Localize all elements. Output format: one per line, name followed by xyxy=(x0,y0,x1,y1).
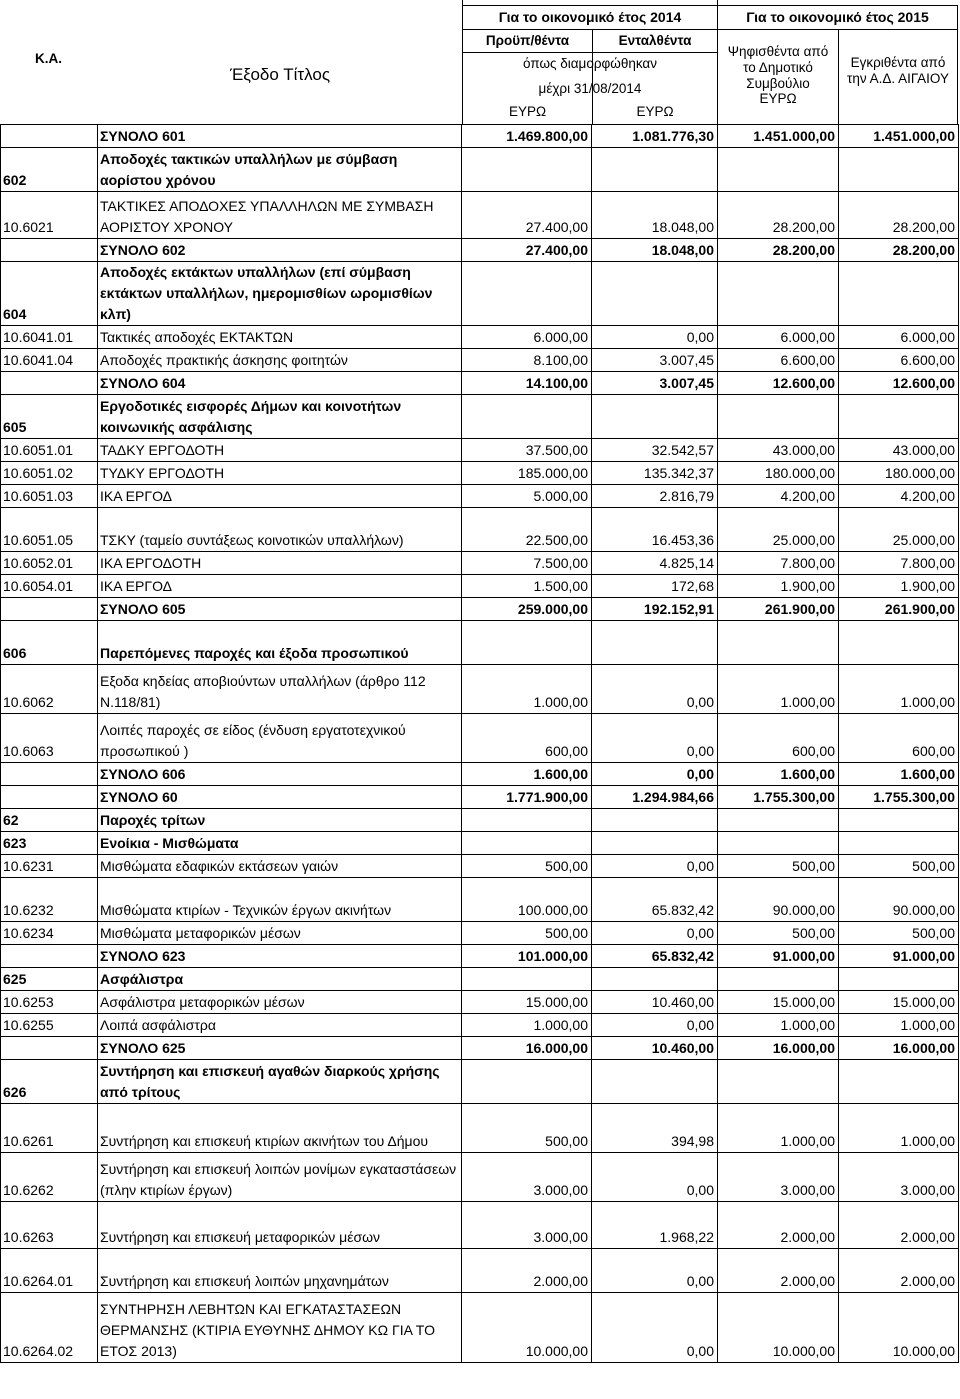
cell-approved xyxy=(839,262,959,326)
cell-approved: 600,00 xyxy=(839,714,959,763)
table-row xyxy=(1,1104,959,1153)
cell-code: 10.6051.03 xyxy=(1,485,98,508)
cell-certified xyxy=(592,968,718,991)
cell-certified: 2.816,79 xyxy=(592,485,718,508)
cell-budget: 16.000,00 xyxy=(462,1037,592,1060)
cell-voted: 500,00 xyxy=(718,922,839,945)
cell-approved: 1.600,00 xyxy=(839,763,959,786)
cell-approved xyxy=(839,809,959,832)
cell-voted: 600,00 xyxy=(718,714,839,763)
cell-certified xyxy=(592,832,718,855)
cell-budget: 22.500,00 xyxy=(462,508,592,552)
cell-description: Λοιπές παροχές σε είδος (ένδυση εργατοτεχνικού προσωπικού ) xyxy=(98,714,462,763)
cell-certified xyxy=(592,262,718,326)
cell-certified xyxy=(592,148,718,192)
cell-certified: 0,00 xyxy=(592,326,718,349)
cell-budget: 500,00 xyxy=(462,855,592,878)
cell-voted: 3.000,00 xyxy=(718,1153,839,1202)
group-row xyxy=(1,809,959,832)
cell-certified: 0,00 xyxy=(592,714,718,763)
cell-certified: 1.294.984,66 xyxy=(592,786,718,809)
table-row xyxy=(1,349,959,372)
cell-budget: 1.469.800,00 xyxy=(462,125,592,148)
table-row xyxy=(1,1202,959,1249)
cell-budget: 1.600,00 xyxy=(462,763,592,786)
cell-code: 10.6062 xyxy=(1,665,98,714)
cell-code: 10.6264.02 xyxy=(1,1293,98,1363)
cell-description: Μισθώματα μεταφορικών μέσων xyxy=(98,922,462,945)
cell-code: 10.6051.01 xyxy=(1,439,98,462)
header-approved xyxy=(839,50,957,92)
cell-voted: 43.000,00 xyxy=(718,439,839,462)
cell-voted xyxy=(718,832,839,855)
cell-budget: 100.000,00 xyxy=(462,878,592,922)
cell-code: 10.6041.04 xyxy=(1,349,98,372)
cell-code: 623 xyxy=(1,832,98,855)
cell-description: Ασφάλιστρα xyxy=(98,968,462,991)
cell-certified xyxy=(592,621,718,665)
cell-approved: 4.200,00 xyxy=(839,485,959,508)
cell-code xyxy=(1,598,98,621)
cell-description: ΣΥΝΟΛΟ 601 xyxy=(98,125,462,148)
cell-voted: 10.000,00 xyxy=(718,1293,839,1363)
cell-approved: 91.000,00 xyxy=(839,945,959,968)
cell-voted: 2.000,00 xyxy=(718,1249,839,1293)
cell-voted: 1.451.000,00 xyxy=(718,125,839,148)
cell-budget: 6.000,00 xyxy=(462,326,592,349)
cell-description: Αποδοχές πρακτικής άσκησης φοιτητών xyxy=(98,349,462,372)
table-row xyxy=(1,1153,959,1202)
cell-description: Συντήρηση και επισκευή λοιπών μονίμων εγκαταστάσεων (πλην κτιρίων έργων) xyxy=(98,1153,462,1202)
table-row xyxy=(1,552,959,575)
cell-voted: 28.200,00 xyxy=(718,239,839,262)
cell-description: ΙΚΑ ΕΡΓΟΔΟΤΗ xyxy=(98,552,462,575)
cell-budget xyxy=(462,621,592,665)
total-row xyxy=(1,1037,959,1060)
cell-budget: 15.000,00 xyxy=(462,991,592,1014)
cell-voted: 4.200,00 xyxy=(718,485,839,508)
cell-code: 10.6041.01 xyxy=(1,326,98,349)
total-row xyxy=(1,598,959,621)
cell-description: Συντήρηση και επισκευή μεταφορικών μέσων xyxy=(98,1202,462,1249)
cell-budget: 1.500,00 xyxy=(462,575,592,598)
cell-code: 602 xyxy=(1,148,98,192)
table-row xyxy=(1,714,959,763)
cell-code: 10.6253 xyxy=(1,991,98,1014)
cell-approved: 1.900,00 xyxy=(839,575,959,598)
cell-description: Συντήρηση και επισκευή αγαθών διαρκούς χρήσης από τρίτους xyxy=(98,1060,462,1104)
cell-description: Μισθώματα εδαφικών εκτάσεων γαιών xyxy=(98,855,462,878)
group-row xyxy=(1,262,959,326)
cell-description: ΣΥΝΟΛΟ 605 xyxy=(98,598,462,621)
cell-approved xyxy=(839,621,959,665)
cell-code: 10.6063 xyxy=(1,714,98,763)
cell-budget: 259.000,00 xyxy=(462,598,592,621)
cell-approved: 180.000,00 xyxy=(839,462,959,485)
cell-code xyxy=(1,372,98,395)
table-row xyxy=(1,878,959,922)
budget-table-body xyxy=(1,125,959,1363)
cell-description: Αποδοχές τακτικών υπαλλήλων με σύμβαση αορίστου χρόνου xyxy=(98,148,462,192)
group-row xyxy=(1,148,959,192)
cell-voted: 90.000,00 xyxy=(718,878,839,922)
total-row xyxy=(1,786,959,809)
cell-certified: 172,68 xyxy=(592,575,718,598)
cell-code: 606 xyxy=(1,621,98,665)
cell-certified xyxy=(592,809,718,832)
header-voted xyxy=(718,38,838,113)
header-approved-line2: την Α.Δ. ΑΙΓΑΙΟΥ xyxy=(847,71,949,86)
cell-certified: 135.342,37 xyxy=(592,462,718,485)
cell-code: 10.6232 xyxy=(1,878,98,922)
table-row xyxy=(1,922,959,945)
cell-approved: 25.000,00 xyxy=(839,508,959,552)
cell-budget xyxy=(462,148,592,192)
cell-description: ΣΥΝΟΛΟ 606 xyxy=(98,763,462,786)
cell-description: ΣΥΝΤΗΡΗΣΗ ΛΕΒΗΤΩΝ ΚΑΙ ΕΓΚΑΤΑΣΤΑΣΕΩΝ ΘΕΡΜΑΝΣΗΣ (ΚΤΙΡΙΑ ΕΥΘΥΝΗΣ ΔΗΜΟΥ ΚΩ ΓΙΑ ΤΟ ΕΤΟΣ 2013) xyxy=(98,1293,462,1363)
cell-approved: 500,00 xyxy=(839,855,959,878)
cell-voted: 500,00 xyxy=(718,855,839,878)
cell-description: Τακτικές αποδοχές ΕΚΤΑΚΤΩΝ xyxy=(98,326,462,349)
cell-code: 10.6231 xyxy=(1,855,98,878)
cell-certified: 0,00 xyxy=(592,665,718,714)
cell-approved: 15.000,00 xyxy=(839,991,959,1014)
cell-code: 10.6021 xyxy=(1,192,98,239)
cell-voted xyxy=(718,395,839,439)
cell-description: Εξοδα κηδείας αποβιούντων υπαλλήλων (άρθρο 112 Ν.118/81) xyxy=(98,665,462,714)
cell-budget: 27.400,00 xyxy=(462,192,592,239)
total-row xyxy=(1,763,959,786)
table-row xyxy=(1,855,959,878)
cell-certified: 10.460,00 xyxy=(592,1037,718,1060)
table-row xyxy=(1,508,959,552)
cell-budget xyxy=(462,968,592,991)
cell-certified: 18.048,00 xyxy=(592,239,718,262)
cell-budget: 500,00 xyxy=(462,1104,592,1153)
cell-budget: 101.000,00 xyxy=(462,945,592,968)
cell-budget: 8.100,00 xyxy=(462,349,592,372)
header-year-2015: Για το οικονομικό έτος 2015 xyxy=(746,9,929,26)
cell-budget: 3.000,00 xyxy=(462,1153,592,1202)
cell-approved: 500,00 xyxy=(839,922,959,945)
cell-budget: 1.000,00 xyxy=(462,1014,592,1037)
cell-budget: 14.100,00 xyxy=(462,372,592,395)
header-certified: Ενταλθέντα xyxy=(618,33,692,49)
cell-code: 10.6234 xyxy=(1,922,98,945)
table-row xyxy=(1,991,959,1014)
cell-code xyxy=(1,1037,98,1060)
cell-description: Αποδοχές εκτάκτων υπαλλήλων (επί σύμβαση εκτάκτων υπαλλήλων, ημερομισθίων ωρομισθίων κλπ) xyxy=(98,262,462,326)
cell-approved: 1.451.000,00 xyxy=(839,125,959,148)
cell-description: ΤΥΔΚΥ ΕΡΓΟΔΟΤΗ xyxy=(98,462,462,485)
table-row xyxy=(1,1293,959,1363)
cell-certified: 1.968,22 xyxy=(592,1202,718,1249)
cell-budget xyxy=(462,262,592,326)
cell-description: Ενοίκια - Μισθώματα xyxy=(98,832,462,855)
cell-certified: 0,00 xyxy=(592,922,718,945)
cell-voted xyxy=(718,809,839,832)
cell-code xyxy=(1,239,98,262)
cell-description: ΣΥΝΟΛΟ 602 xyxy=(98,239,462,262)
cell-voted: 25.000,00 xyxy=(718,508,839,552)
cell-description: Ασφάλιστρα μεταφορικών μέσων xyxy=(98,991,462,1014)
cell-budget: 500,00 xyxy=(462,922,592,945)
cell-budget: 27.400,00 xyxy=(462,239,592,262)
cell-certified: 394,98 xyxy=(592,1104,718,1153)
header-voted-line1: Ψηφισθέντα από xyxy=(727,44,829,60)
cell-voted: 1.755.300,00 xyxy=(718,786,839,809)
cell-approved: 1.755.300,00 xyxy=(839,786,959,809)
cell-approved: 2.000,00 xyxy=(839,1249,959,1293)
header-voted-line3: Συμβούλιο xyxy=(746,75,810,91)
cell-voted: 261.900,00 xyxy=(718,598,839,621)
cell-code xyxy=(1,763,98,786)
cell-certified: 192.152,91 xyxy=(592,598,718,621)
cell-certified: 65.832,42 xyxy=(592,945,718,968)
cell-voted: 15.000,00 xyxy=(718,991,839,1014)
cell-budget xyxy=(462,809,592,832)
header-approved-line1: Εγκριθέντα από xyxy=(850,55,946,71)
cell-code: 10.6051.05 xyxy=(1,508,98,552)
cell-certified: 4.825,14 xyxy=(592,552,718,575)
cell-voted xyxy=(718,148,839,192)
cell-budget xyxy=(462,832,592,855)
table-row xyxy=(1,192,959,239)
header-budget-unit: ΕΥΡΩ xyxy=(508,104,547,120)
cell-code: 10.6261 xyxy=(1,1104,98,1153)
header-budget-line1: Προϋπ/θέντα xyxy=(485,33,570,49)
cell-certified xyxy=(592,1060,718,1104)
cell-approved: 43.000,00 xyxy=(839,439,959,462)
cell-certified: 0,00 xyxy=(592,1249,718,1293)
cell-voted xyxy=(718,262,839,326)
total-row xyxy=(1,372,959,395)
cell-approved: 1.000,00 xyxy=(839,665,959,714)
cell-voted: 6.000,00 xyxy=(718,326,839,349)
cell-certified: 16.453,36 xyxy=(592,508,718,552)
table-row xyxy=(1,485,959,508)
cell-certified: 0,00 xyxy=(592,855,718,878)
cell-budget: 5.000,00 xyxy=(462,485,592,508)
cell-budget xyxy=(462,395,592,439)
cell-budget: 1.771.900,00 xyxy=(462,786,592,809)
cell-approved xyxy=(839,1060,959,1104)
cell-voted: 91.000,00 xyxy=(718,945,839,968)
cell-voted xyxy=(718,968,839,991)
cell-code xyxy=(1,125,98,148)
table-row xyxy=(1,1249,959,1293)
cell-approved: 3.000,00 xyxy=(839,1153,959,1202)
cell-budget: 1.000,00 xyxy=(462,665,592,714)
cell-description: ΤΣΚΥ (ταμείο συντάξεως κοινοτικών υπαλλήλων) xyxy=(98,508,462,552)
cell-approved: 261.900,00 xyxy=(839,598,959,621)
cell-description: Παροχές τρίτων xyxy=(98,809,462,832)
cell-code: 10.6263 xyxy=(1,1202,98,1249)
header-ka: Κ.Α. xyxy=(35,51,62,67)
cell-approved: 1.000,00 xyxy=(839,1104,959,1153)
table-row xyxy=(1,462,959,485)
cell-code: 10.6262 xyxy=(1,1153,98,1202)
header-year-2014: Για το οικονομικό έτος 2014 xyxy=(498,9,682,26)
cell-description: ΤΑΔΚΥ ΕΡΓΟΔΟΤΗ xyxy=(98,439,462,462)
budget-table xyxy=(0,124,959,1363)
cell-approved xyxy=(839,832,959,855)
cell-budget xyxy=(462,1060,592,1104)
cell-code: 605 xyxy=(1,395,98,439)
cell-budget: 7.500,00 xyxy=(462,552,592,575)
cell-description: ΙΚΑ ΕΡΓΟΔ xyxy=(98,575,462,598)
cell-certified: 1.081.776,30 xyxy=(592,125,718,148)
cell-approved: 6.600,00 xyxy=(839,349,959,372)
cell-approved: 90.000,00 xyxy=(839,878,959,922)
cell-approved: 1.000,00 xyxy=(839,1014,959,1037)
total-row xyxy=(1,239,959,262)
cell-code: 604 xyxy=(1,262,98,326)
cell-voted: 180.000,00 xyxy=(718,462,839,485)
table-header xyxy=(0,0,958,124)
cell-code xyxy=(1,786,98,809)
cell-voted: 1.600,00 xyxy=(718,763,839,786)
cell-voted: 7.800,00 xyxy=(718,552,839,575)
cell-description: ΣΥΝΟΛΟ 604 xyxy=(98,372,462,395)
cell-description: ΙΚΑ ΕΡΓΟΔ xyxy=(98,485,462,508)
group-row xyxy=(1,621,959,665)
cell-approved: 28.200,00 xyxy=(839,239,959,262)
cell-budget: 10.000,00 xyxy=(462,1293,592,1363)
cell-code: 10.6255 xyxy=(1,1014,98,1037)
group-row xyxy=(1,832,959,855)
cell-budget: 185.000,00 xyxy=(462,462,592,485)
header-voted-unit: ΕΥΡΩ xyxy=(759,91,797,107)
cell-approved xyxy=(839,148,959,192)
cell-certified: 32.542,57 xyxy=(592,439,718,462)
header-certified-unit: ΕΥΡΩ xyxy=(636,104,674,120)
cell-description: ΣΥΝΟΛΟ 60 xyxy=(98,786,462,809)
cell-description: ΣΥΝΟΛΟ 625 xyxy=(98,1037,462,1060)
header-budget-line2: όπως διαμορφώθηκαν xyxy=(523,56,657,72)
cell-code: 10.6051.02 xyxy=(1,462,98,485)
cell-code: 62 xyxy=(1,809,98,832)
cell-description: ΣΥΝΟΛΟ 623 xyxy=(98,945,462,968)
cell-voted xyxy=(718,1060,839,1104)
cell-code xyxy=(1,945,98,968)
cell-approved: 12.600,00 xyxy=(839,372,959,395)
cell-voted: 1.000,00 xyxy=(718,1014,839,1037)
cell-certified: 10.460,00 xyxy=(592,991,718,1014)
header-voted-line2: το Δημοτικό xyxy=(743,59,813,75)
cell-certified: 3.007,45 xyxy=(592,372,718,395)
cell-certified xyxy=(592,395,718,439)
cell-description: Μισθώματα κτιρίων - Τεχνικών έργων ακινήτων xyxy=(98,878,462,922)
cell-approved: 28.200,00 xyxy=(839,192,959,239)
cell-voted xyxy=(718,621,839,665)
total-row xyxy=(1,945,959,968)
table-row xyxy=(1,665,959,714)
cell-approved: 10.000,00 xyxy=(839,1293,959,1363)
cell-description: Παρεπόμενες παροχές και έξοδα προσωπικού xyxy=(98,621,462,665)
cell-budget: 37.500,00 xyxy=(462,439,592,462)
cell-approved xyxy=(839,968,959,991)
cell-budget: 3.000,00 xyxy=(462,1202,592,1249)
cell-certified: 18.048,00 xyxy=(592,192,718,239)
cell-voted: 6.600,00 xyxy=(718,349,839,372)
table-row xyxy=(1,575,959,598)
cell-description: Εργοδοτικές εισφορές Δήμων και κοινοτήτων κοινωνικής ασφάλισης xyxy=(98,395,462,439)
cell-approved: 2.000,00 xyxy=(839,1202,959,1249)
cell-voted: 28.200,00 xyxy=(718,192,839,239)
cell-approved: 7.800,00 xyxy=(839,552,959,575)
cell-voted: 2.000,00 xyxy=(718,1202,839,1249)
cell-code: 626 xyxy=(1,1060,98,1104)
group-row xyxy=(1,395,959,439)
group-row xyxy=(1,968,959,991)
cell-voted: 16.000,00 xyxy=(718,1037,839,1060)
cell-approved: 16.000,00 xyxy=(839,1037,959,1060)
cell-description: ΤΑΚΤΙΚΕΣ ΑΠΟΔΟΧΕΣ ΥΠΑΛΛΗΛΩΝ ΜΕ ΣΥΜΒΑΣΗ ΑΟΡΙΣΤΟΥ ΧΡΟΝΟΥ xyxy=(98,192,462,239)
cell-voted: 1.000,00 xyxy=(718,665,839,714)
cell-certified: 65.832,42 xyxy=(592,878,718,922)
cell-voted: 1.000,00 xyxy=(718,1104,839,1153)
cell-description: Λοιπά ασφάλιστρα xyxy=(98,1014,462,1037)
cell-code: 10.6264.01 xyxy=(1,1249,98,1293)
cell-certified: 0,00 xyxy=(592,1293,718,1363)
header-budget-line3: μέχρι 31/08/2014 xyxy=(538,81,642,97)
cell-code: 10.6054.01 xyxy=(1,575,98,598)
table-row xyxy=(1,1014,959,1037)
cell-certified: 0,00 xyxy=(592,1014,718,1037)
cell-certified: 0,00 xyxy=(592,763,718,786)
cell-description: Συντήρηση και επισκευή κτιρίων ακινήτων του Δήμου xyxy=(98,1104,462,1153)
cell-code: 625 xyxy=(1,968,98,991)
cell-description: Συντήρηση και επισκευή λοιπών μηχανημάτων xyxy=(98,1249,462,1293)
table-row xyxy=(1,439,959,462)
cell-voted: 12.600,00 xyxy=(718,372,839,395)
cell-certified: 3.007,45 xyxy=(592,349,718,372)
total-row xyxy=(1,125,959,148)
cell-voted: 1.900,00 xyxy=(718,575,839,598)
table-row xyxy=(1,326,959,349)
cell-budget: 2.000,00 xyxy=(462,1249,592,1293)
cell-approved: 6.000,00 xyxy=(839,326,959,349)
cell-approved xyxy=(839,395,959,439)
cell-budget: 600,00 xyxy=(462,714,592,763)
cell-code: 10.6052.01 xyxy=(1,552,98,575)
group-row xyxy=(1,1060,959,1104)
cell-certified: 0,00 xyxy=(592,1153,718,1202)
header-title: Έξοδο Τίτλος xyxy=(229,65,331,85)
